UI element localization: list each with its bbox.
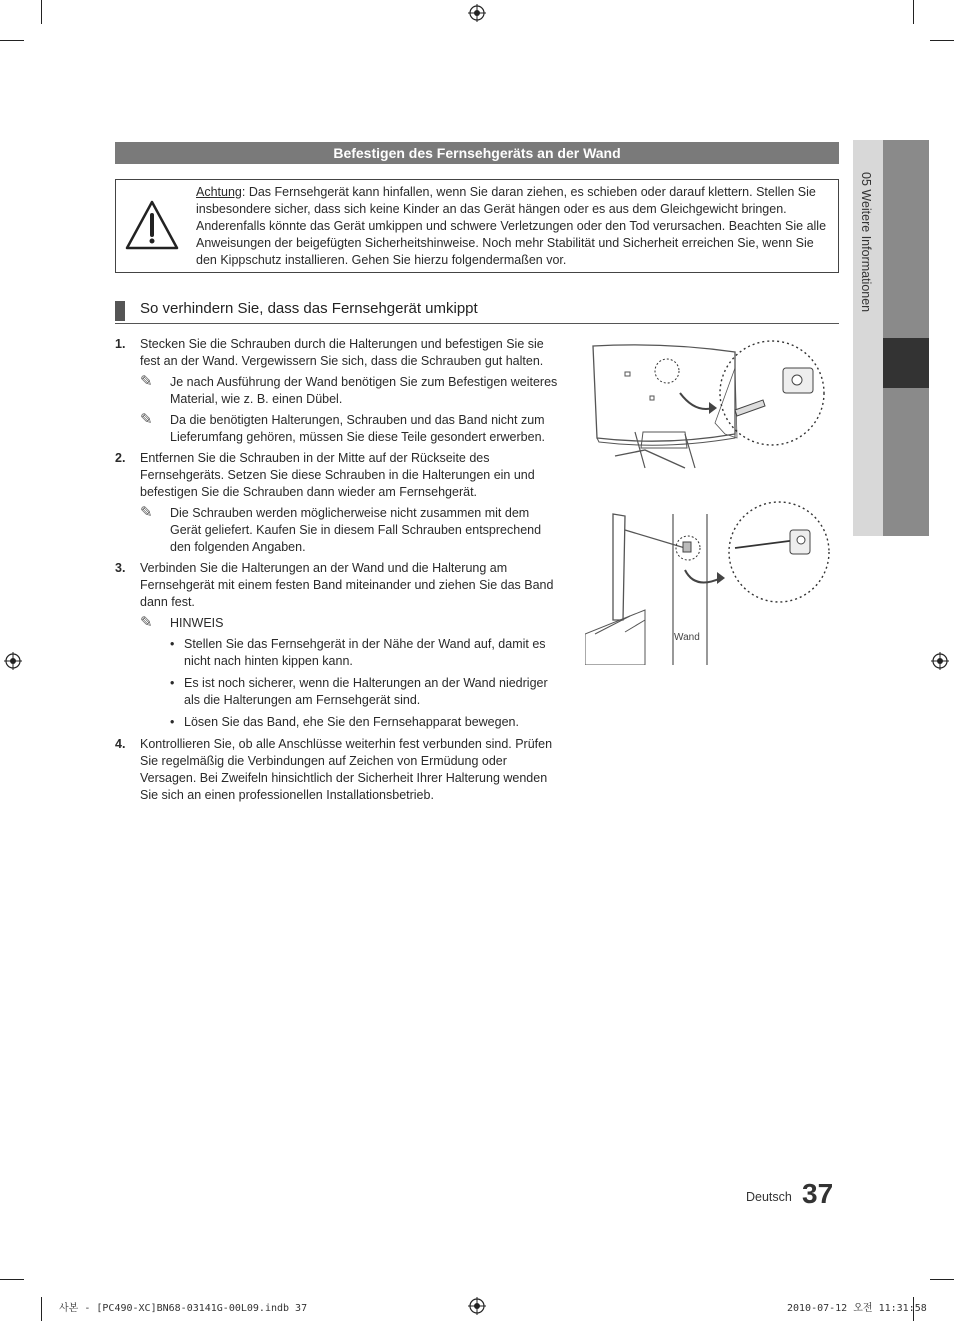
print-info-right: 2010-07-12 오전 11:31:58 bbox=[787, 1303, 927, 1314]
step-3 bbox=[115, 560, 560, 731]
step-text: Verbinden Sie die Halterungen an der Wand und die Halterung am Fernsehgerät mit einem festen Band miteinander und ziehen Sie das Band dann fest. bbox=[140, 561, 554, 609]
registration-mark-icon bbox=[468, 1297, 486, 1315]
step-4 bbox=[115, 736, 560, 804]
pencil-note-icon: ✎ bbox=[140, 614, 153, 631]
step-number: 1. bbox=[115, 337, 126, 351]
side-tab-label bbox=[855, 172, 881, 472]
subheading-marker bbox=[115, 301, 125, 321]
hint bbox=[140, 615, 560, 632]
step-number: 2. bbox=[115, 451, 126, 465]
step-number: 4. bbox=[115, 737, 126, 751]
pencil-note-icon: ✎ bbox=[140, 373, 153, 390]
registration-mark-icon bbox=[931, 652, 949, 670]
page-number: 37 bbox=[802, 1178, 834, 1209]
instruction-list bbox=[115, 336, 560, 808]
crop-mark bbox=[913, 0, 914, 24]
tv-wall-strap-illustration bbox=[585, 500, 835, 665]
note-text: Die Schrauben werden möglicherweise nicht zusammen mit dem Gerät geliefert. Kaufen Sie in diesem Fall Schrauben entsprechend den folgenden Angaben. bbox=[170, 506, 542, 554]
warning-label: Achtung bbox=[196, 185, 242, 199]
footer-language: Deutsch bbox=[746, 1190, 792, 1204]
print-info-left: 사본 - [PC490-XC]BN68-03141G-00L09.indb 37 bbox=[59, 1303, 308, 1314]
crop-mark bbox=[930, 40, 954, 41]
subheading-text: So verhindern Sie, dass das Fernsehgerät umkippt bbox=[140, 300, 478, 317]
step-text: Entfernen Sie die Schrauben in der Mitte auf der Rückseite des Fernsehgeräts. Setzen Sie diese Schrauben in die Halterungen ein und befestigen Sie die Schrauben dann wieder am Fernsehgerät. bbox=[140, 451, 535, 499]
note-text: Je nach Ausführung der Wand benötigen Sie zum Befestigen weiteres Material, wie z. B. einen Dübel. bbox=[170, 375, 558, 406]
step-number: 3. bbox=[115, 561, 126, 575]
step-text: Kontrollieren Sie, ob alle Anschlüsse weiterhin fest verbunden sind. Prüfen Sie regelmäßig die Verbindungen auf Zeichen von Ermüdung oder Versagen. Bei Zweifeln hinsichtlich der Sicherheit Ihrer Halterung wenden Sie sich an einen professionellen Installationsbetrieb. bbox=[140, 737, 553, 802]
side-tab-active-marker bbox=[883, 338, 929, 388]
crop-mark bbox=[0, 1279, 24, 1280]
subheading bbox=[115, 299, 839, 324]
side-tab-text: 05 Weitere Informationen bbox=[859, 172, 873, 313]
list-item: • Lösen Sie das Band, ehe Sie den Fernsehapparat bewegen. bbox=[170, 715, 519, 729]
wall-label: Wand bbox=[674, 632, 700, 643]
crop-mark bbox=[0, 40, 24, 41]
crop-mark bbox=[41, 1297, 42, 1321]
note bbox=[140, 412, 560, 446]
note bbox=[140, 374, 560, 408]
hint-bullets bbox=[140, 636, 560, 731]
list-item: • Es ist noch sicherer, wenn die Halterungen an der Wand niedriger als die Halterungen am Fernsehgerät sind. bbox=[170, 676, 548, 707]
crop-mark bbox=[930, 1279, 954, 1280]
step-2 bbox=[115, 450, 560, 556]
step-1 bbox=[115, 336, 560, 446]
list-item: • Stellen Sie das Fernsehgerät in der Nähe der Wand auf, damit es nicht nach hinten kippen kann. bbox=[170, 637, 546, 668]
note bbox=[140, 505, 560, 556]
note-text: Da die benötigten Halterungen, Schrauben und das Band nicht zum Lieferumfang gehören, müssen Sie diese Teile gesondert erwerben. bbox=[170, 413, 545, 444]
pencil-note-icon: ✎ bbox=[140, 504, 153, 521]
hint-label: HINWEIS bbox=[170, 616, 224, 630]
step-text: Stecken Sie die Schrauben durch die Halterungen und befestigen Sie sie fest an der Wand. Vergewissern Sie sich, dass die Schrauben gut halten. bbox=[140, 337, 544, 368]
section-title: Befestigen des Fernsehgeräts an der Wand bbox=[115, 142, 839, 164]
registration-mark-icon bbox=[4, 652, 22, 670]
warning-body: : Das Fernsehgerät kann hinfallen, wenn Sie daran ziehen, es schieben oder darauf klettern. Stellen Sie insbesondere sicher, dass sich keine Kinder an das Gerät hängen oder es aus dem Gleichgewicht bringen. Anderenfalls könnte das Gerät umkippen und schwere Verletzungen oder den Tod verursachen. Beachten Sie alle Anweisungen der beigefügten Sicherheitshinweise. Noch mehr Stabilität und Sicherheit erreichen Sie, wenn Sie den Kippschutz installieren. Gehen Sie hierzu folgendermaßen vor. bbox=[196, 185, 827, 267]
pencil-note-icon: ✎ bbox=[140, 411, 153, 428]
warning-triangle-icon bbox=[124, 199, 180, 251]
warning-text bbox=[196, 184, 832, 269]
registration-mark-icon bbox=[468, 4, 486, 22]
crop-mark bbox=[41, 0, 42, 24]
tv-bracket-illustration bbox=[585, 338, 835, 473]
warning-box bbox=[115, 179, 839, 273]
